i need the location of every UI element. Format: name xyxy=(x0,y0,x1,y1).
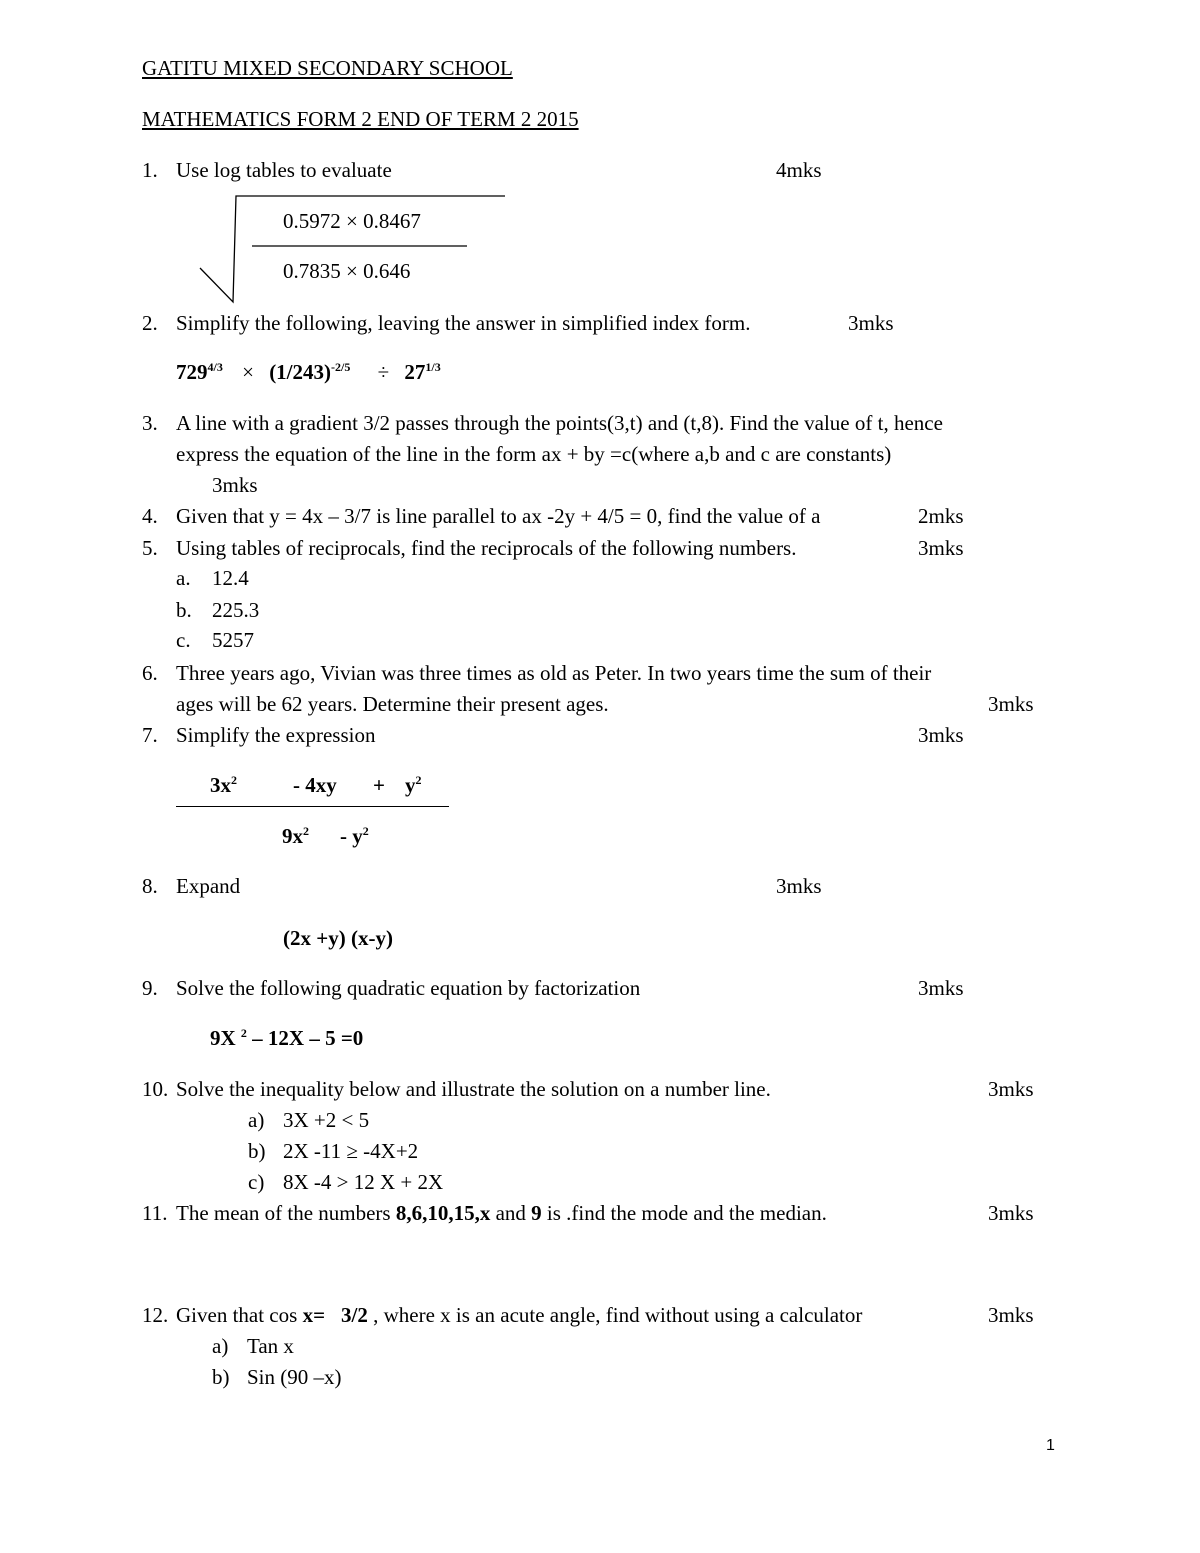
sub-item-value: Sin (90 –x) xyxy=(247,1365,342,1389)
exam-title: MATHEMATICS FORM 2 END OF TERM 2 2015 xyxy=(142,107,579,131)
marks: 3mks xyxy=(212,473,258,497)
sub-item-value: 12.4 xyxy=(212,566,249,590)
marks: 4mks xyxy=(776,158,822,182)
question-text: Use log tables to evaluate xyxy=(176,158,392,182)
marks: 3mks xyxy=(988,1077,1034,1101)
question-text: Solve the following quadratic equation by factorization xyxy=(176,976,641,1000)
numerator-term: $y^2$ xyxy=(405,773,422,797)
sub-item-value: 3X +2 < 5 xyxy=(283,1108,370,1132)
question-number: 3. xyxy=(142,411,158,435)
school-name: GATITU MIXED SECONDARY SCHOOL xyxy=(142,56,513,80)
numerator-term: $3x^2$ xyxy=(210,773,237,797)
question-text: Using tables of reciprocals, find the reciprocals of the following numbers. xyxy=(176,536,797,560)
marks: 3mks xyxy=(988,692,1034,716)
marks: 3mks xyxy=(918,536,964,560)
fraction-numerator: 0.5972 × 0.8467 xyxy=(283,209,421,233)
question-number: 12. xyxy=(142,1303,169,1327)
quadratic-equation: 9X $^2$ – 12X – 5 =0 xyxy=(210,1026,364,1050)
sub-item-value: 2X -11 ≥ -4X+2 xyxy=(283,1139,419,1163)
question-number: 2. xyxy=(142,311,158,335)
sub-item-label: c) xyxy=(248,1170,265,1194)
marks: 3mks xyxy=(988,1303,1034,1327)
question-number: 8. xyxy=(142,874,158,898)
marks: 2mks xyxy=(918,504,964,528)
question-text: Simplify the expression xyxy=(176,723,376,747)
marks: 3mks xyxy=(918,723,964,747)
sub-item-label: a) xyxy=(248,1108,265,1132)
divide-operator: ÷ xyxy=(377,360,390,384)
question-text: Expand xyxy=(176,874,241,898)
question-text-line-2: ages will be 62 years. Determine their present ages. xyxy=(176,692,609,716)
term-base: 729 xyxy=(176,360,208,384)
term-exponent: -2/5 xyxy=(331,360,351,374)
term-base: (1/243) xyxy=(269,360,332,384)
term-base: 27 xyxy=(404,360,426,384)
index-expression xyxy=(176,362,441,383)
question-text-line-1: Three years ago, Vivian was three times as old as Peter. In two years time the sum of their xyxy=(176,661,932,685)
numerator-term: - 4xy xyxy=(293,773,337,797)
question-text: Given that cos x= 3/2 , where x is an acute angle, find without using a calculator xyxy=(176,1303,863,1327)
question-text-line-1: A line with a gradient 3/2 passes through the points(3,t) and (t,8). Find the value of t, hence xyxy=(176,411,943,435)
marks: 3mks xyxy=(848,311,894,335)
denominator-term: $9x^2$ xyxy=(282,824,309,848)
fraction-denominator: 0.7835 × 0.646 xyxy=(283,259,411,283)
sub-item-value: Tan x xyxy=(247,1334,294,1358)
times-operator: × xyxy=(242,360,254,384)
marks: 3mks xyxy=(988,1201,1034,1225)
denominator-term: - $y^2$ xyxy=(340,824,369,848)
page-number: 1 xyxy=(1046,1437,1055,1454)
marks: 3mks xyxy=(918,976,964,1000)
question-number: 6. xyxy=(142,661,158,685)
sub-item-label: b) xyxy=(248,1139,266,1163)
sub-item-value: 5257 xyxy=(212,628,254,652)
question-text: Solve the inequality below and illustrate the solution on a number line. xyxy=(176,1077,771,1101)
question-number: 10. xyxy=(142,1077,169,1101)
question-number: 7. xyxy=(142,723,158,747)
sub-item-label: b. xyxy=(176,598,192,622)
sub-item-label: c. xyxy=(176,628,191,652)
sub-item-label: a) xyxy=(212,1334,229,1358)
question-text: Given that y = 4x – 3/7 is line parallel to ax -2y + 4/5 = 0, find the value of a xyxy=(176,504,821,528)
sub-item-value: 8X -4 > 12 X + 2X xyxy=(283,1170,444,1194)
question-text-line-2: express the equation of the line in the form ax + by =c(where a,b and c are constants) xyxy=(176,442,892,466)
question-number: 1. xyxy=(142,158,158,182)
question-number: 9. xyxy=(142,976,158,1000)
question-text: Simplify the following, leaving the answer in simplified index form. xyxy=(176,311,751,335)
question-number: 11. xyxy=(142,1201,168,1225)
question-number: 5. xyxy=(142,536,158,560)
expression: (2x +y) (x-y) xyxy=(283,926,393,950)
plus-operator: + xyxy=(373,773,385,797)
fraction-bar xyxy=(176,806,449,807)
marks: 3mks xyxy=(776,874,822,898)
sub-item-label: b) xyxy=(212,1365,230,1389)
term-exponent: 4/3 xyxy=(207,360,223,374)
question-number: 4. xyxy=(142,504,158,528)
sub-item-value: 225.3 xyxy=(212,598,260,622)
term-exponent: 1/3 xyxy=(425,360,441,374)
question-text: The mean of the numbers 8,6,10,15,x and 9 is .find the mode and the median. xyxy=(176,1201,827,1225)
sub-item-label: a. xyxy=(176,566,191,590)
